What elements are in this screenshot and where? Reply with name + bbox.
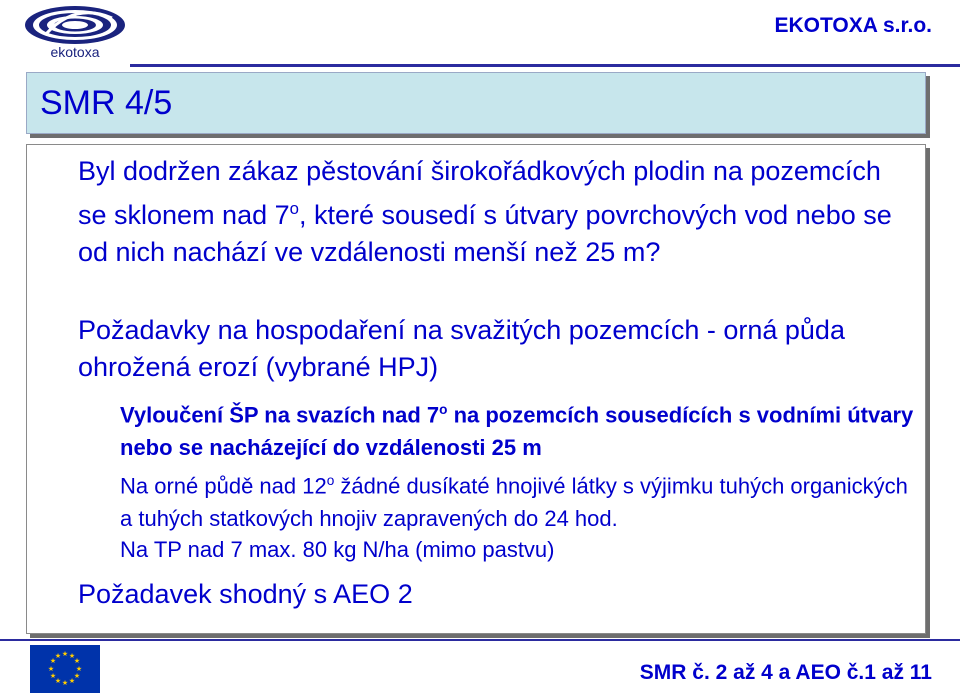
slide-title: SMR 4/5 — [40, 84, 173, 122]
svg-text:★: ★ — [47, 665, 55, 673]
requirement-1-text-a: Vyloučení ŠP na svazích nad 7 — [120, 402, 440, 428]
svg-text:★: ★ — [68, 652, 76, 660]
bottom-divider — [0, 639, 960, 641]
svg-text:★: ★ — [75, 665, 83, 673]
requirement-item-2 — [120, 464, 920, 535]
svg-text:★: ★ — [54, 652, 62, 660]
svg-text:★: ★ — [61, 679, 69, 687]
requirement-item-3: Na TP nad 7 max. 80 kg N/ha (mimo pastvu) — [120, 537, 555, 562]
svg-text:★: ★ — [73, 657, 81, 665]
svg-text:★: ★ — [61, 650, 69, 658]
top-divider — [130, 64, 960, 67]
footer-text: SMR č. 2 až 4 a AEO č.1 až 11 — [639, 661, 932, 684]
degree-mark: o — [439, 402, 448, 417]
question-text-b: , které sousedí s útvary povrchových vod nebo se od nich nachází ve vzdálenosti menší než 25 m? — [78, 200, 892, 267]
requirement-2-text-b: žádné dusíkaté hnojivé látky s výjimku tuhých organických a tuhých statkových hnojiv zapravených do 24 hod. — [120, 473, 908, 532]
svg-text:★: ★ — [68, 677, 76, 685]
requirement-1-text-b: na pozemcích sousedících s vodními útvary nebo se nacházející do vzdálenosti 25 m — [120, 402, 914, 461]
ekotoxa-logo — [16, 4, 134, 62]
svg-text:★: ★ — [49, 672, 57, 680]
logo-mark-icon — [16, 4, 134, 62]
question-text-a: Byl dodržen zákaz pěstování širokořádkových plodin na pozemcích se sklonem nad 7 — [78, 156, 881, 230]
svg-text:★: ★ — [54, 677, 62, 685]
question-paragraph — [78, 153, 908, 271]
requirement-2-text-a: Na orné půdě nad 12 — [120, 473, 327, 499]
eu-flag-icon — [30, 645, 100, 693]
requirements-heading: Požadavky na hospodaření na svažitých pozemcích - orná půda ohrožená erozí (vybrané HPJ) — [78, 315, 845, 382]
company-name: EKOTOXA s.r.o. — [774, 14, 932, 37]
conclusion-text: Požadavek shodný s AEO 2 — [78, 579, 413, 609]
svg-text:★: ★ — [49, 657, 57, 665]
degree-mark: o — [326, 473, 335, 488]
degree-mark: o — [289, 199, 299, 218]
svg-text:★: ★ — [73, 672, 81, 680]
logo-text: ekotoxa — [50, 44, 100, 60]
requirement-item-1 — [120, 393, 920, 464]
